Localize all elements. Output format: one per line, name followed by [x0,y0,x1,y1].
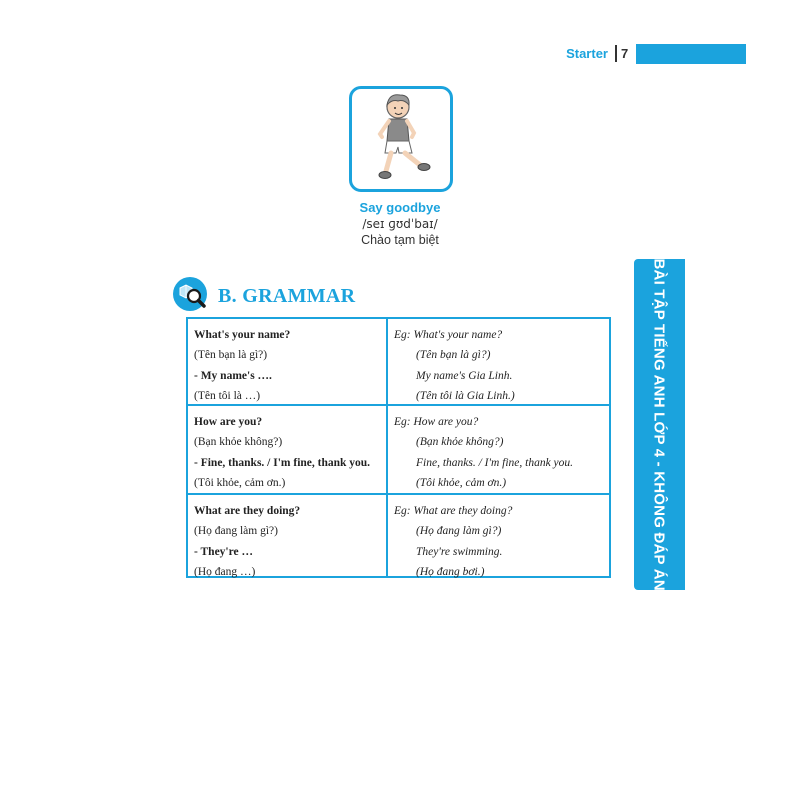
grammar-title: B. GRAMMAR [218,285,356,307]
example-answer: My name's Gia Linh. [416,369,513,382]
table-row [188,319,609,404]
structure-question: How are you? [194,416,263,428]
structure-answer: - Fine, thanks. / I'm fine, thank you. [194,456,371,469]
header-divider [615,45,617,62]
side-tab-text: BÀI TẬP TIẾNG ANH LỚP 4 - KHÔNG ĐÁP ÁN [650,258,668,591]
structure-translation: (Họ đang …) [194,565,256,578]
table-row [188,493,609,578]
structure-cell [194,412,384,493]
structure-translation: (Bạn khỏe không?) [194,436,283,449]
structure-answer: - They're … [194,545,253,558]
example-answer: They're swimming. [416,545,503,558]
grammar-table [186,317,611,578]
boy-walking-icon [352,89,450,189]
example-translation: (Tôi khỏe, cảm ơn.) [416,476,507,489]
example-cell [394,325,606,406]
example-translation: (Tên tôi là Gia Linh.) [416,389,515,402]
example-cell [394,412,606,493]
structure-translation: (Họ đang làm gì?) [194,525,278,538]
table-row [188,404,609,493]
example-translation: (Họ đang làm gì?) [416,525,502,538]
vocab-word: Say goodbye [359,200,441,215]
example-question: Eg: What are they doing? [394,505,513,517]
structure-question: What are they doing? [194,505,301,517]
example-translation: (Họ đang bơi.) [416,565,485,578]
example-answer: Fine, thanks. / I'm fine, thank you. [416,456,574,469]
vocab-phonetic: /seɪ ɡʊdˈbaɪ/ [362,217,438,231]
page-number: 7 [621,46,629,61]
structure-question: What's your name? [194,329,291,341]
header-accent-bar [636,44,746,64]
structure-translation: (Tên bạn là gì?) [194,349,268,362]
structure-cell [194,325,384,406]
structure-translation: (Tôi khỏe, cảm ơn.) [194,476,286,489]
example-question: Eg: How are you? [394,416,479,428]
vocab-picture-frame [349,86,453,192]
magnifier-icon [172,276,210,314]
example-translation: (Tên bạn là gì?) [416,349,491,362]
example-translation: (Bạn khỏe không?) [416,436,504,449]
structure-translation: (Tên tôi là …) [194,389,261,402]
section-name: Starter [566,46,608,61]
structure-cell [194,501,384,582]
example-question: Eg: What's your name? [394,329,503,341]
vocab-meaning: Chào tạm biệt [361,233,439,247]
structure-answer: - My name's …. [194,369,272,382]
example-cell [394,501,606,582]
side-tab [634,259,685,590]
